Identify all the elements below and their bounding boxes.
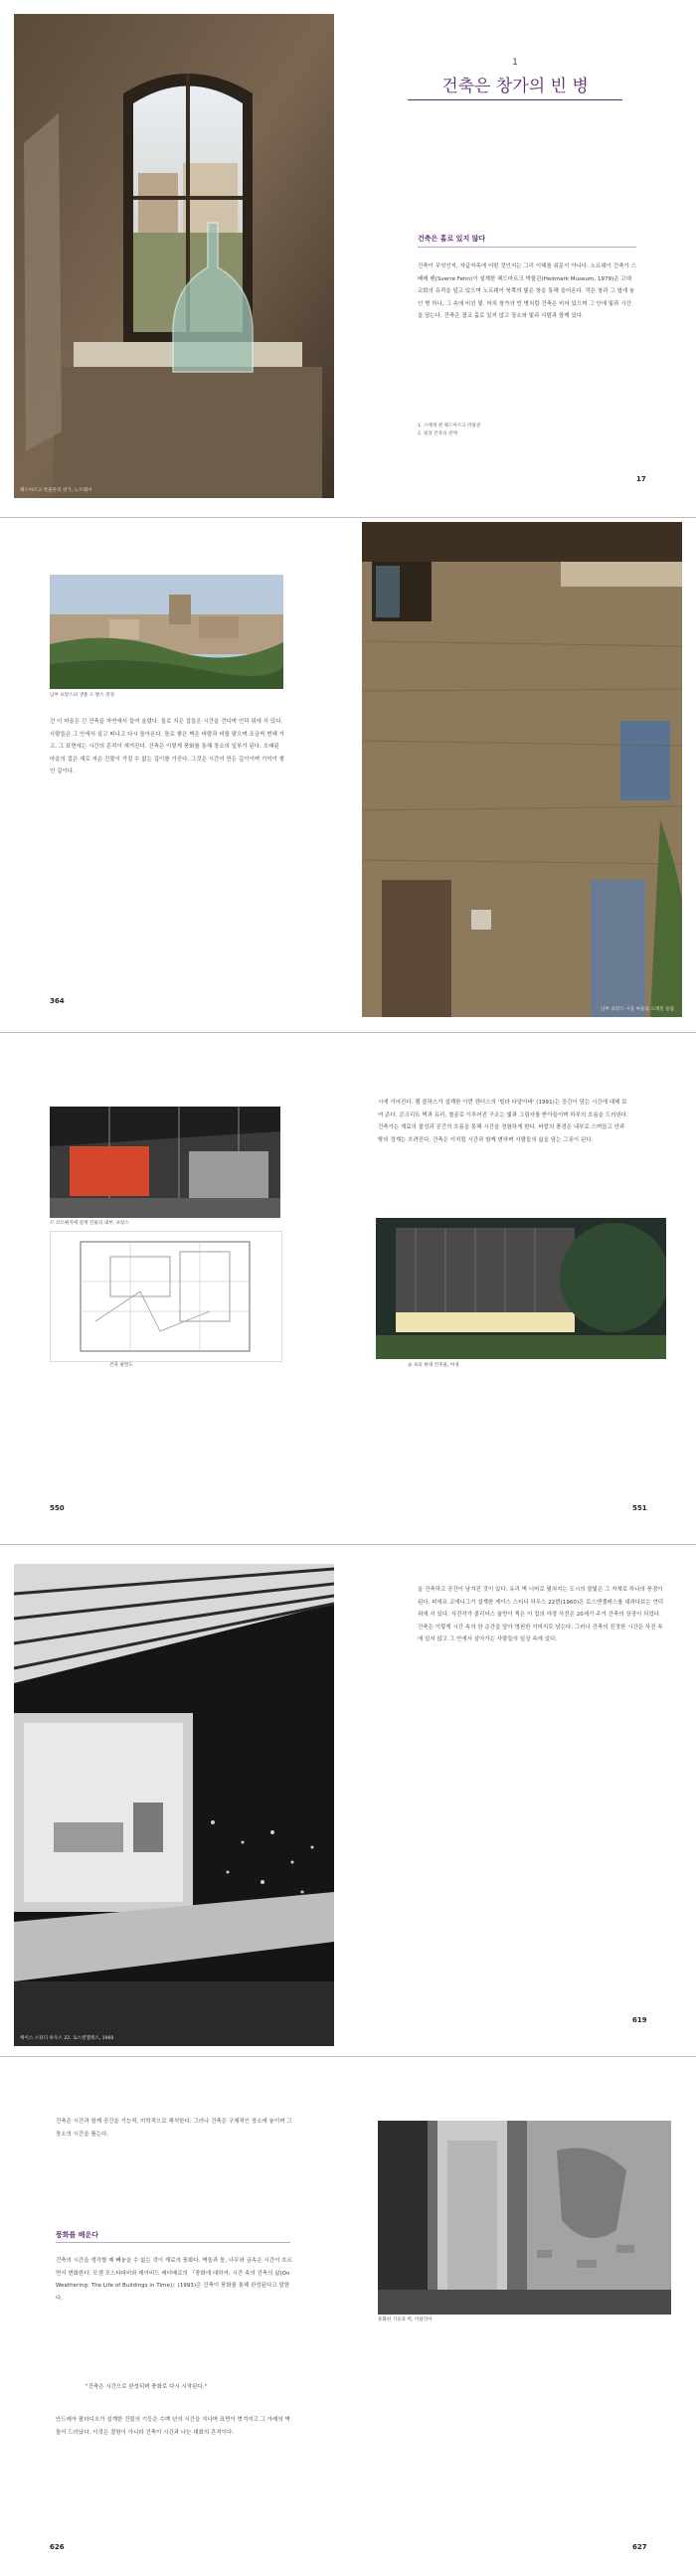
body-text-2: 안드레아 팔라디오가 설계한 건물의 기둥은 수백 년의 시간을 지나며 표면이 벗겨지고 그 아래의 벽돌이 드러났다. 이것은 결함이 아니라 건축이 시간과 나눈 대화의 흔적이다. xyxy=(56,2417,290,2436)
right-caption: 남부 프랑스 시골 마을의 오래된 돌집 xyxy=(601,1007,674,1012)
body-text: 건축의 시간을 생각할 때 빼놓을 수 없는 것이 재료의 풍화다. 벽돌과 돌, 나무와 금속은 시간이 흐르면서 변화한다. 모센 모스타파비와 데이비드 레더배로의 『풍화에 대하여: 시간 속의 건축의 삶(On Weathering: The Life of Buildings in Time)』(1993)은 건축이 풍화를 통해 완성된다고 말한다. xyxy=(56,2258,292,2302)
right-page-number: 627 xyxy=(632,2543,647,2551)
window-bottle-illustration xyxy=(14,14,334,498)
weathered-column-illustration xyxy=(378,2121,671,2315)
interior-orange-photo xyxy=(50,1107,280,1218)
spread-divider xyxy=(0,1032,696,1033)
spread-divider xyxy=(0,1544,696,1545)
body-text: 시에 이어진다. 렘 콜하스가 설계한 이번 렌더스의 '빌라 다알아바' (1991)는 공간이 담는 시간에 대해 보여 준다. 콘크리트 벽과 유리, 철골로 이루어진 구조는 빛과 그림자를 받아들이며 하루의 흐름을 드러낸다. 건축가는 재료의 물성과 공간의 흐름을 통해 시간을 경험하게 한다. 바깥의 풍경은 내부로 스며들고 안과 밖의 경계는 흐려진다. 건축은 이처럼 시간과 함께 변하며 사람들의 삶을 담는 그릇이 된다. xyxy=(378,1100,628,1143)
photo1-caption: 르 코르뷔지에 설계 건물의 내부, 프랑스 xyxy=(50,1221,129,1226)
stone-house-illustration xyxy=(362,522,682,1017)
hill-village-illustration xyxy=(50,575,283,689)
photo-caption: 케이스 스터디 하우스 22, 로스앤젤레스, 1960 xyxy=(20,2036,114,2041)
hill-village-photo xyxy=(50,575,283,689)
photo2-caption: 건축 평면도 xyxy=(109,1363,133,1368)
footnote-2: 2. 빛과 건축의 관계 xyxy=(418,431,457,436)
left-page-number: 626 xyxy=(50,2543,65,2551)
weathered-column-photo xyxy=(378,2121,671,2315)
chapter-title: 건축은 창가의 빈 병 xyxy=(441,77,589,96)
spread-4 xyxy=(0,1549,696,2051)
quote-text: "건축은 시간으로 완성되며 풍화로 다시 시작된다." xyxy=(86,2384,208,2390)
section-heading: 풍화를 배운다 xyxy=(56,2231,99,2239)
forest-building-photo xyxy=(376,1218,666,1359)
forest-building-illustration xyxy=(376,1218,666,1359)
footnotes xyxy=(418,423,636,438)
chapter-number: 1 xyxy=(512,58,518,68)
spread-1 xyxy=(0,0,696,512)
glass-house-photo xyxy=(14,1564,334,2046)
window-bottle-photo xyxy=(14,14,334,498)
floor-plan-drawing xyxy=(50,1231,282,1362)
spread-3 xyxy=(0,1037,696,1539)
left-page-number: 364 xyxy=(50,997,65,1005)
photo3-caption: 숲 속의 현대 건축물, 야경 xyxy=(408,1363,459,1368)
stone-house-photo xyxy=(362,522,682,1017)
spread-divider xyxy=(0,2056,696,2057)
spread-divider xyxy=(0,517,696,518)
photo-caption: 풍화된 기둥과 벽, 이탈리아 xyxy=(378,2318,433,2322)
glass-house-illustration xyxy=(14,1564,334,2046)
body-text: 을 건축하고 공간이 남겨진 것이 있다. 유리 벽 너머로 펼쳐지는 도시의 불빛은 그 자체로 하나의 풍경이 된다. 피에르 코에니그가 설계한 케이스 스터디 하우스 22번(1960)은 로스앤젤레스를 내려다보는 언덕 위에 서 있다. 사진작가 줄리어스 슐먼이 찍은 이 집의 야경 사진은 20세기 주거 건축의 상징이 되었다. 건축은 이렇게 시간 속의 한 순간을 담아 영원한 이미지로 남는다. 그러나 건축의 진정한 시간은 사진 속에 있지 않고 그 안에서 살아가는 사람들의 일상 속에 있다. xyxy=(418,1587,664,1642)
section-rule xyxy=(56,2242,290,2243)
body-text: 건축이 무엇인지, 자급자족에 어떤 것인지는 그리 이해를 위문이 아니다. 노르웨이 건축가 스베레 펜(Sverre Fehn)이 설계한 헤드마르크 박물관(Hedmark Museum, 1979)은 고대 교회의 유적을 덮고 있으며 노르웨이 북쪽의 빛은 창을 통해 들어온다. 작은 창과 그 옆에 놓인 병 하나, 그 속에 비친 빛. 마치 창가의 빈 병처럼 건축은 비어 있으며 그 안에 빛과 시간을 담는다. 건축은 결코 홀로 있지 않고 장소와 빛과 사람과 함께 있다. xyxy=(418,263,636,319)
photo-caption: 헤드마르크 박물관의 창가, 노르웨이 xyxy=(20,488,92,493)
left-page-number: 550 xyxy=(50,1504,65,1512)
intro-text: 건축은 시간과 함께 공간을 기능적, 미학적으로 해석한다. 그러나 건축은 구체적인 장소에 놓이며 그 장소의 시간을 품는다. xyxy=(56,2119,292,2138)
interior-orange-illustration xyxy=(50,1107,280,1218)
right-page-number: 619 xyxy=(632,2016,647,2024)
section-rule xyxy=(418,247,636,248)
floor-plan-illustration xyxy=(51,1232,281,1361)
right-page-number: 551 xyxy=(632,1504,647,1512)
section-heading: 건축은 홀로 있지 않다 xyxy=(418,235,486,243)
body-text: 건 이 마을은 긴 건축을 자연에서 들여 올렸다. 돌로 지은 집들은 시간을 견디며 언덕 위에 서 있다. 사람들은 그 안에서 살고 떠나고 다시 돌아온다. 돌로 쌓은 벽은 바람과 비를 맞으며 조금씩 변해 가고, 그 표면에는 시간의 흔적이 새겨진다. 건축은 이렇게 풍화를 통해 장소의 일부가 된다. 오래된 마을의 집은 새로 지은 건물이 가질 수 없는 깊이를 가진다. 그것은 시간이 만든 깊이이며 기억이 쌓인 깊이다. xyxy=(50,719,285,774)
photo-caption: 남부 프랑스의 생폴 드 방스 전경 xyxy=(50,693,114,698)
spread-2 xyxy=(0,522,696,1029)
footnote-1: 1. 스베레 펜 헤드마르크 박물관 xyxy=(418,424,481,429)
spread-5 xyxy=(0,2061,696,2576)
page-number: 17 xyxy=(636,475,646,483)
chapter-rule xyxy=(408,99,622,100)
